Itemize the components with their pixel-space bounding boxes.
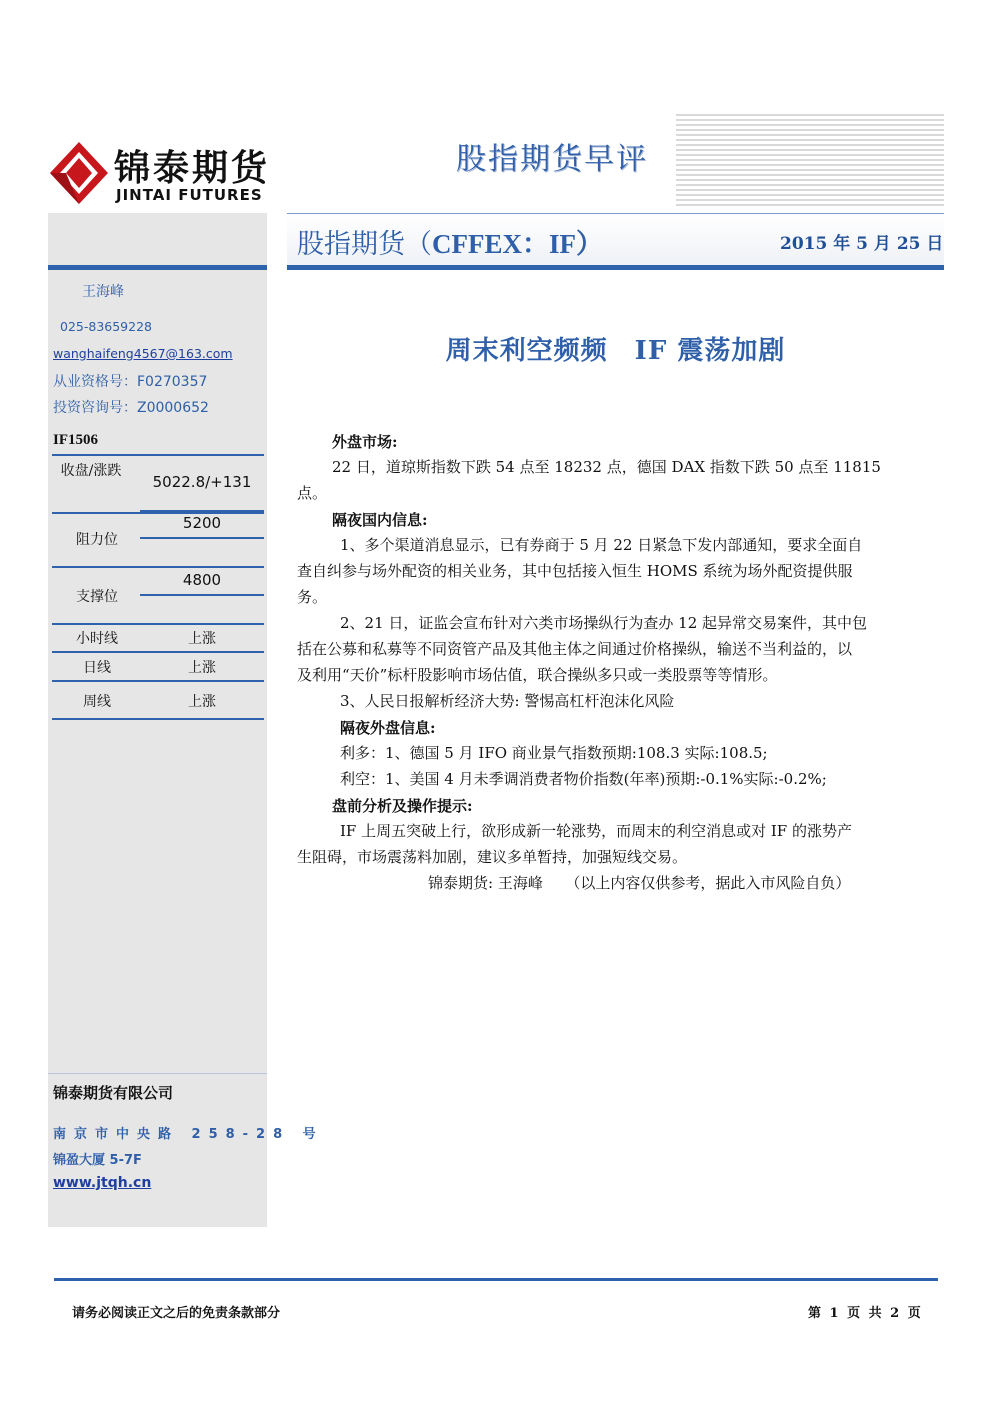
table-divider	[52, 651, 264, 653]
paragraph-line: 括在公募和私募等不同资管产品及其他主体之间通过价格操纵，输送不当利益的，以	[297, 640, 853, 658]
table-value-close: 5022.8/+131	[152, 473, 252, 491]
analyst-email-link[interactable]: wanghaifeng4567@163.com	[53, 346, 233, 361]
article-headline: 周末利空频频 IF 震荡加剧	[445, 336, 786, 366]
product-name: 股指期货（	[297, 229, 432, 260]
page-number: 第 1 页 共 2 页	[808, 1306, 921, 1321]
paragraph-line: 2、21 日，证监会宣布针对六类市场操纵行为查办 12 起异常交易案件，其中包	[340, 614, 868, 632]
table-divider	[52, 623, 264, 625]
table-value-support: 4800	[182, 571, 222, 589]
article-signature: 锦泰期货: 王海峰 （以上内容仅供参考，据此入市风险自负）	[428, 874, 851, 892]
sidebar-background	[48, 213, 267, 1227]
section-title-analysis: 盘前分析及操作提示:	[332, 797, 473, 815]
report-date: 2015 年 5 月 25 日	[780, 234, 944, 254]
logo-name-en: JINTAI FUTURES	[116, 186, 263, 204]
paragraph-line: 利空：1、美国 4 月未季调消费者物价指数(年率)预期:-0.1%实际:-0.2%;	[340, 770, 827, 788]
table-value-weekly: 上涨	[188, 694, 216, 710]
table-label-daily: 日线	[83, 660, 111, 676]
table-label-weekly: 周线	[83, 694, 111, 710]
table-divider	[52, 718, 264, 720]
paragraph-line: 生阻碍，市场震荡料加剧，建议多单暂持，加强短线交易。	[297, 848, 688, 866]
logo-name-cn: 锦泰期货	[114, 148, 271, 189]
paragraph-line: 1、多个渠道消息显示，已有券商于 5 月 22 日紧急下发内部通知，要求全面自	[340, 536, 863, 554]
paragraph-line: 利多：1、德国 5 月 IFO 商业景气指数预期:108.3 实际:108.5;	[340, 744, 768, 762]
decorative-stripes	[676, 114, 944, 208]
footer-disclaimer: 请务必阅读正文之后的免责条款部分	[72, 1306, 281, 1321]
table-value-hourly: 上涨	[188, 631, 216, 647]
paragraph-line: 3、人民日报解析经济大势: 警惕高杠杆泡沫化风险	[340, 692, 675, 710]
product-code: CFFEX：IF）	[432, 229, 603, 259]
logo	[48, 140, 110, 206]
analyst-phone: 025-83659228	[60, 319, 152, 334]
paragraph-line: IF 上周五突破上行，欲形成新一轮涨势，而周末的利空消息或对 IF 的涨势产	[340, 822, 852, 840]
table-divider	[52, 454, 264, 456]
company-divider	[48, 1073, 267, 1074]
table-label-hourly: 小时线	[76, 631, 118, 647]
paragraph-line: 22 日，道琼斯指数下跌 54 点至 18232 点，德国 DAX 指数下跌 50 点至 11815	[332, 458, 881, 476]
company-address-line1: 南京市中央路 258-28 号	[53, 1127, 324, 1142]
table-divider	[52, 680, 264, 682]
table-value-daily: 上涨	[188, 660, 216, 676]
analyst-name: 王海峰	[82, 284, 124, 300]
table-divider	[140, 594, 264, 596]
sidebar-divider	[48, 265, 267, 270]
table-label-close: 收盘/涨跌	[60, 463, 122, 479]
table-label-resistance: 阻力位	[76, 532, 118, 548]
paragraph-line: 务。	[297, 588, 328, 606]
header-divider	[287, 265, 944, 270]
company-name: 锦泰期货有限公司	[53, 1084, 174, 1102]
section-title-domestic: 隔夜国内信息:	[332, 511, 428, 529]
jintai-logo-icon	[48, 140, 110, 206]
report-type-title: 股指期货早评	[456, 142, 648, 177]
consulting-number: 投资咨询号：Z0000652	[53, 400, 209, 416]
table-label-support: 支撑位	[76, 589, 118, 605]
paragraph-line: 查自纠参与场外配资的相关业务，其中包括接入恒生 HOMS 系统为场外配资提供服	[297, 562, 853, 580]
table-divider	[52, 566, 264, 568]
section-title-overnight: 隔夜外盘信息:	[340, 719, 436, 737]
table-value-resistance: 5200	[182, 514, 222, 532]
table-divider	[140, 537, 264, 539]
qualification-number: 从业资格号：F0270357	[53, 374, 208, 390]
footer-divider	[54, 1278, 938, 1281]
company-website-link[interactable]: www.jtqh.cn	[53, 1175, 152, 1191]
company-address-line2: 锦盈大厦 5-7F	[53, 1153, 142, 1168]
paragraph-line: 点。	[297, 484, 328, 502]
paragraph-line: 及利用“天价”标杆股影响市场估值，联合操纵多只或一类股票等等情形。	[297, 666, 778, 684]
contract-code: IF1506	[53, 432, 98, 448]
section-title-overseas: 外盘市场:	[332, 433, 398, 451]
